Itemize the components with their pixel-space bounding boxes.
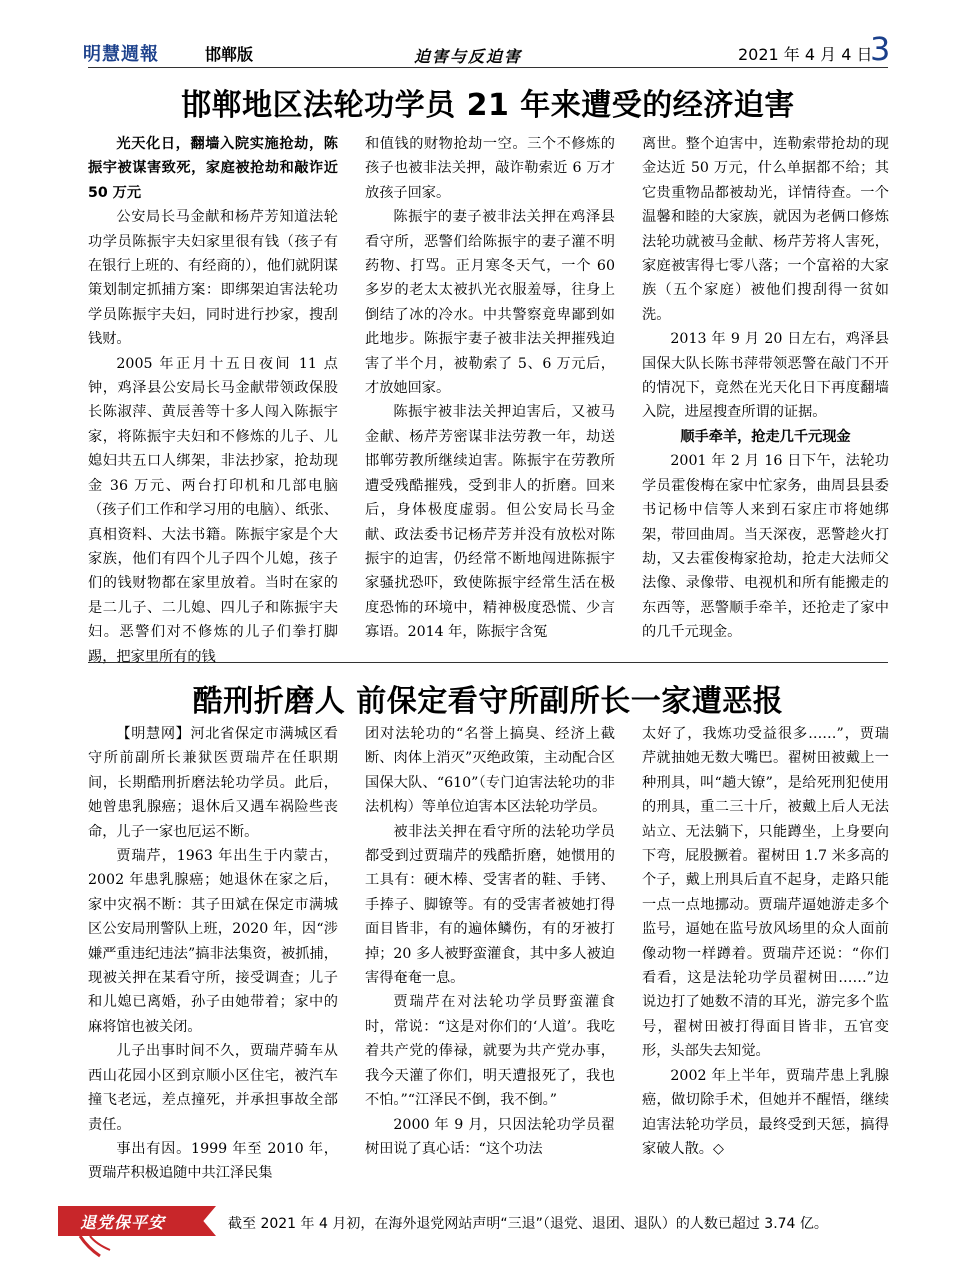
ribbon-tail-icon bbox=[74, 1234, 114, 1260]
paragraph: 公安局长马金献和杨芹芳知道法轮功学员陈振宇夫妇家里很有钱（孩子有在银行上班的、有经商的），他们就阴谋策划制定抓捕方案：即绑架迫害法轮功学员陈振宇夫妇，同时进行抄家，搜刮钱财。 bbox=[88, 209, 338, 348]
paragraph: 【明慧网】河北省保定市满城区看守所前副所长兼狱医贾瑞芹在任职期间，长期酷刑折磨法轮功学员。此后，她曾患乳腺癌；退休后又遇车祸险些丧命，儿子一家也厄运不断。 bbox=[88, 726, 338, 840]
article2-column-1 bbox=[88, 722, 338, 1186]
paragraph: 2005 年正月十五日夜间 11 点钟，鸡泽县公安局长马金献带领政保股长陈淑萍、黄辰善等十多人闯入陈振宇家，将陈振宇夫妇和不修炼的儿子、儿媳妇共五口人绑架，非法抄家，抢劫现金 36 万元、两台打印机和几部电脑（孩子们工作和学习用的电脑）、纸张、真相资料、大法书籍。陈振宇家是个大家族，他们有四个儿子四个儿媳，孩子们的钱财物都在家里放着。当时在家的是二儿子、二儿媳、四儿子和陈振宇夫妇。恶警们对不修炼的儿子们拳打脚踢，把家里所有的钱 bbox=[88, 355, 338, 665]
edition-label: 邯郸版 bbox=[205, 45, 254, 64]
paragraph: 团对法轮功的“名誉上搞臭、经济上截断、肉体上消灭”灭绝政策，主动配合区国保大队、“610”（专门迫害法轮功的非法机构）等单位迫害本区法轮功学员。 bbox=[365, 726, 615, 816]
paragraph: 陈振宇的妻子被非法关押在鸡泽县看守所，恶警们给陈振宇的妻子灌不明药物、打骂。正月寒冬天气，一个 60 多岁的老太太被扒光衣服羞辱，往身上倒结了冰的冷水。中共警察竟卑鄙到如此地步。陈振宇妻子被非法关押摧残迫害了半个月，被勒索了 5、6 万元后，才放她回家。 bbox=[365, 209, 615, 397]
article1-title: 邯郸地区法轮功学员 21 年来遭受的经济迫害 bbox=[181, 88, 795, 123]
paragraph: 贾瑞芹在对法轮功学员野蛮灌食时，常说：“这是对你们的‘人道’。我吃着共产党的俸禄，就要为共产党办事，我今天灌了你们，明天遭报死了，我也不怕。”“江泽民不倒，我不倒。” bbox=[365, 994, 615, 1109]
article1-column-1 bbox=[88, 132, 338, 669]
page-number: 3 bbox=[870, 30, 891, 68]
article2-title: 酷刑折磨人 前保定看守所副所长一家遭恶报 bbox=[192, 684, 784, 719]
header-rule bbox=[88, 67, 888, 68]
article1-column-3 bbox=[642, 132, 889, 645]
article2-column-3 bbox=[642, 722, 889, 1161]
quit-party-badge-label: 退党保平安 bbox=[80, 1213, 166, 1232]
paragraph: 2001 年 2 月 16 日下午，法轮功学员霍俊梅在家中忙家务，曲周县县委书记杨中信等人来到石家庄市将她绑架，带回曲周。当天深夜，恶警趁火打劫，又去霍俊梅家抢劫，抢走大法师父法像、录像带、电视机和所有能搬走的东西等，恶警顺手牵羊，还抢走了家中的几千元现金。 bbox=[642, 453, 889, 641]
paragraph: 和值钱的财物抢劫一空。三个不修炼的孩子也被非法关押，敲诈勒索近 6 万才放孩子回家。 bbox=[365, 136, 615, 201]
paragraph: 陈振宇被非法关押迫害后，又被马金献、杨芹芳密谋非法劳教一年，劫送邯郸劳教所继续迫害。陈振宇在劳教所遭受残酷摧残，受到非人的折磨。回来后，身体极度虚弱。但公安局长马金献、政法委书记杨芹芳并没有放松对陈振宇的迫害，仍经常不断地闯进陈振宇家骚扰恐吓，致使陈振宇经常生活在极度恐怖的环境中，精神极度恐慌、少言寡语。2014 年，陈振宇含冤 bbox=[365, 404, 615, 641]
paragraph: 2002 年上半年，贾瑞芹患上乳腺癌，做切除手术，但她并不醒悟，继续迫害法轮功学员，最终受到天惩，搞得家破人散。◇ bbox=[642, 1067, 889, 1157]
article2-column-2 bbox=[365, 722, 615, 1161]
issue-date: 2021 年 4 月 4 日 bbox=[738, 45, 873, 64]
paragraph: 2013 年 9 月 20 日左右，鸡泽县国保大队长陈书萍带领恶警在敲门不开的情况下，竟然在光天化日下再度翻墙入院，进屋搜查所谓的证据。 bbox=[642, 331, 889, 421]
article-divider bbox=[88, 662, 888, 663]
article1-column-2 bbox=[365, 132, 615, 645]
paragraph: 2000 年 9 月，只因法轮功学员翟树田说了真心话：“这个功法 bbox=[365, 1116, 615, 1157]
paragraph: 贾瑞芹，1963 年出生于内蒙古，2002 年患乳腺癌；她退休在家之后，家中灾祸不断：其子田斌在保定市满城区公安局刑警队上班，2020 年，因“涉嫌严重违纪违法”搞非法集资，被抓捕，现被关押在某看守所，接受调查；儿子和儿媳已离婚，孙子由她带着；家中的麻将馆也被关闭。 bbox=[88, 848, 338, 1035]
article1-subheading: 顺手牵羊，抢走几千元现金 bbox=[680, 428, 851, 445]
paragraph: 事出有因。1999 年至 2010 年，贾瑞芹积极追随中共江泽民集 bbox=[88, 1140, 338, 1182]
paragraph: 离世。整个迫害中，连勒索带抢劫的现金达近 50 万元，什么单据都不给；其它贵重物品都被劫光，详情待查。一个温馨和睦的大家族，就因为老俩口修炼法轮功就被马金献、杨芹芳将人害死，家庭被害得七零八落；一个富裕的大家族（五个家庭）被他们搜刮得一贫如洗。 bbox=[642, 136, 889, 323]
paragraph: 儿子出事时间不久，贾瑞芹骑车从西山花园小区到京顺小区住宅，被汽车撞飞老远，差点撞死，并承担事故全部责任。 bbox=[88, 1043, 338, 1133]
footer-notice: 截至 2021 年 4 月初，在海外退党网站声明“三退”（退党、退团、退队）的人数已超过 3.74 亿。 bbox=[228, 1216, 828, 1232]
paragraph: 被非法关押在看守所的法轮功学员都受到过贾瑞芹的残酷折磨，她惯用的工具有：硬木棒、受害者的鞋、手铐、手捧子、脚镣等。有的受害者被她打得面目皆非，有的遍体鳞伤，有的牙被打掉；20 多人被野蛮灌食，其中多人被迫害得奄奄一息。 bbox=[365, 823, 615, 987]
section-title: 迫害与反迫害 bbox=[414, 47, 523, 66]
masthead-logo: 明慧週報 bbox=[83, 44, 159, 65]
article1-lead: 光天化日，翻墙入院实施抢劫，陈振宇被谋害致死，家庭被抢劫和敲诈近 50 万元 bbox=[88, 136, 338, 201]
paragraph: 太好了，我炼功受益很多……”，贾瑞芹就抽她无数大嘴巴。翟树田被戴上一种刑具，叫“趟大镣”，是给死刑犯使用的刑具，重二三十斤，被戴上后人无法站立、无法躺下，只能蹲坐，上身要向下弯，屁股撅着。翟树田 1.7 米多高的个子，戴上刑具后直不起身，走路只能一点一点地挪动。贾瑞芹逼她游走多个监号，逼她在监号放风场里的众人面前像动物一样蹲着。贾瑞芹还说：“你们看看，这是法轮功学员翟树田……”边说边打了她数不清的耳光，游完多个监号，翟树田被打得面目皆非，五官变形，头部失去知觉。 bbox=[642, 726, 889, 1060]
